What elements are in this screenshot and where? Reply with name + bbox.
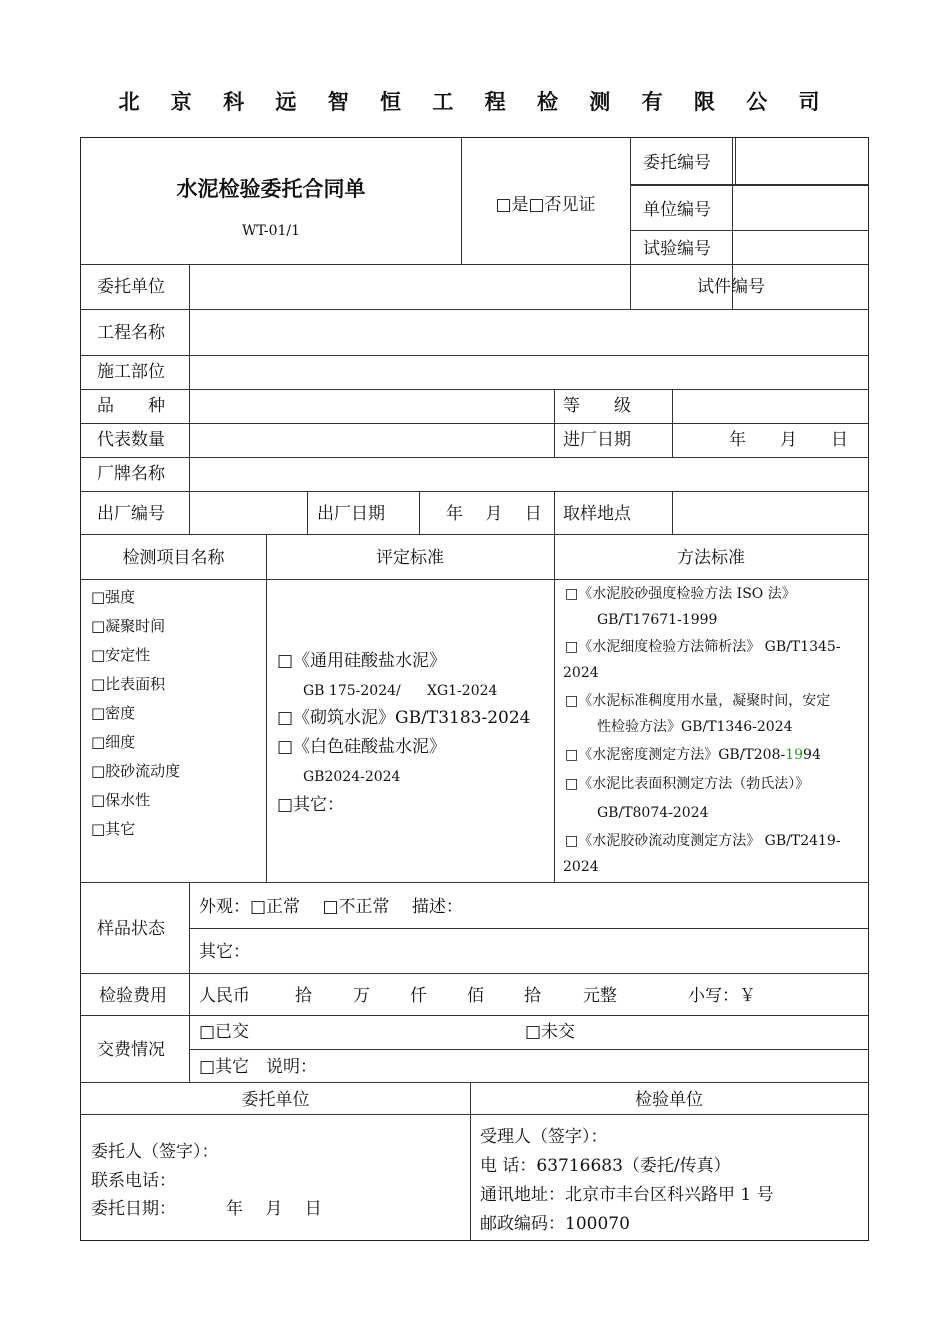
- divider: [81, 389, 868, 390]
- payment-other-checkbox[interactable]: □其它 说明：: [199, 1057, 318, 1077]
- divider: [630, 138, 631, 309]
- test-items-header: 检测项目名称: [122, 548, 225, 568]
- entry-date-label: 进厂日期: [563, 430, 631, 450]
- divider: [630, 230, 868, 231]
- divider: [81, 1015, 868, 1016]
- divider: [189, 928, 868, 929]
- divider: [672, 491, 673, 534]
- client-header: 委托单位: [241, 1090, 310, 1110]
- specimen-no-label: 试件编号: [697, 277, 765, 297]
- method-checkbox[interactable]: □《水泥胶砂强度检验方法 ISO 法》: [565, 586, 796, 602]
- standard-other-checkbox[interactable]: □其它：: [277, 795, 345, 815]
- client-unit-label: 委托单位: [97, 277, 165, 297]
- test-item-checkbox[interactable]: □细度: [91, 733, 136, 751]
- method-code: 2024: [563, 859, 599, 875]
- company-name: 北 京 科 远 智 恒 工 程 检 测 有 限 公 司: [118, 90, 832, 114]
- method-text: □《水泥密度测定方法》GB/T208-: [565, 747, 786, 763]
- method-checkbox[interactable]: □《水泥胶砂流动度测定方法》 GB/T2419-: [565, 833, 841, 849]
- fee-unit: 万: [353, 986, 370, 1006]
- unit-no-label: 单位编号: [643, 200, 711, 220]
- standard-code: XG1-2024: [427, 683, 498, 699]
- divider: [554, 534, 555, 882]
- test-item-checkbox[interactable]: □密度: [91, 704, 136, 722]
- standard-code: GB2024-2024: [303, 769, 401, 785]
- divider: [672, 389, 673, 457]
- lab-phone: 电 话：63716683（委托/传真）: [480, 1156, 731, 1176]
- client-phone: 联系电话：: [91, 1171, 176, 1191]
- unpaid-checkbox[interactable]: □未交: [525, 1022, 576, 1042]
- sample-other: 其它：: [199, 942, 250, 962]
- construction-part-label: 施工部位: [97, 362, 165, 382]
- divider: [419, 491, 420, 534]
- client-date: 委托日期：: [91, 1199, 176, 1219]
- method-code: GB/T17671-1999: [597, 612, 718, 628]
- factory-date-value: 年 月 日: [446, 504, 542, 524]
- divider: [81, 973, 868, 974]
- divider: [81, 1082, 868, 1083]
- method-standard-header: 方法标准: [677, 548, 745, 568]
- method-code: GB/T8074-2024: [597, 805, 709, 821]
- fee-unit: 仟: [410, 986, 427, 1006]
- lab-postcode: 邮政编码：100070: [480, 1214, 630, 1234]
- divider: [189, 1049, 868, 1050]
- method-checkbox[interactable]: [565, 744, 821, 766]
- method-checkbox[interactable]: □《水泥细度检验方法筛析法》 GB/T1345-: [565, 639, 841, 655]
- witness-checkbox[interactable]: □是□否见证: [495, 195, 596, 215]
- client-date-value: 年 月 日: [226, 1199, 322, 1219]
- divider: [307, 491, 308, 534]
- entrust-no-label: 委托编号: [643, 153, 711, 173]
- divider: [81, 579, 868, 580]
- lab-sign: 受理人（签字）：: [480, 1127, 608, 1147]
- client-sign: 委托人（签字）：: [91, 1142, 219, 1162]
- standard-checkbox[interactable]: □《通用硅酸盐水泥》: [277, 651, 447, 671]
- standard-code: GB 175-2024/: [303, 683, 401, 699]
- project-name-label: 工程名称: [97, 323, 165, 343]
- divider: [81, 423, 868, 424]
- divider: [81, 264, 868, 265]
- divider: [81, 309, 868, 310]
- divider: [266, 534, 267, 882]
- grade-label: 等 级: [563, 396, 631, 416]
- factory-no-label: 出厂编号: [97, 504, 165, 524]
- divider: [554, 389, 555, 457]
- sample-state-label: 样品状态: [97, 919, 165, 939]
- fee-unit: 元整: [583, 986, 617, 1006]
- variety-label: 品 种: [97, 396, 165, 416]
- divider: [81, 491, 868, 492]
- lab-header: 检验单位: [635, 1090, 703, 1110]
- standard-checkbox[interactable]: □《砌筑水泥》GB/T3183-2024: [277, 708, 531, 728]
- method-code: 性检验方法》GB/T1346-2024: [597, 719, 793, 735]
- method-highlight: 19: [785, 747, 804, 763]
- divider: [81, 1114, 868, 1115]
- divider: [81, 355, 868, 356]
- divider: [81, 882, 868, 883]
- fee-unit: 佰: [467, 986, 484, 1006]
- divider: [735, 138, 736, 185]
- entry-date-value: 年 月 日: [729, 430, 848, 450]
- appearance-checkboxes[interactable]: 外观：□正常 □不正常 描述：: [199, 897, 463, 917]
- test-item-checkbox[interactable]: □安定性: [91, 646, 151, 664]
- divider: [189, 264, 190, 534]
- brand-label: 厂牌名称: [97, 464, 165, 484]
- contract-form: [80, 137, 869, 1241]
- method-text: 94: [803, 747, 821, 763]
- evaluation-standard-header: 评定标准: [376, 548, 444, 568]
- method-code: 2024: [563, 665, 599, 681]
- fee-label: 检验费用: [99, 986, 167, 1006]
- factory-date-label: 出厂日期: [317, 504, 385, 524]
- test-item-checkbox[interactable]: □其它: [91, 820, 136, 838]
- test-item-checkbox[interactable]: □胶砂流动度: [91, 762, 181, 780]
- form-code: WT-01/1: [241, 223, 301, 239]
- standard-checkbox[interactable]: □《白色硅酸盐水泥》: [277, 737, 447, 757]
- test-item-checkbox[interactable]: □强度: [91, 588, 136, 606]
- divider: [81, 457, 868, 458]
- fee-small: 小写：￥: [688, 986, 756, 1006]
- lab-address: 通讯地址：北京市丰台区科兴路甲 1 号: [480, 1185, 774, 1205]
- method-checkbox[interactable]: □《水泥比表面积测定方法（勃氏法）》: [565, 776, 810, 792]
- test-no-label: 试验编号: [643, 239, 711, 259]
- divider: [630, 184, 868, 186]
- test-item-checkbox[interactable]: □比表面积: [91, 675, 166, 693]
- paid-checkbox[interactable]: □已交: [199, 1022, 250, 1042]
- divider: [554, 491, 555, 534]
- method-checkbox[interactable]: □《水泥标准稠度用水量，凝聚时间，安定: [565, 693, 831, 709]
- divider: [189, 882, 190, 1082]
- divider: [81, 534, 868, 535]
- quantity-label: 代表数量: [97, 430, 165, 450]
- fee-unit: 拾: [295, 986, 312, 1006]
- test-item-checkbox[interactable]: □凝聚时间: [91, 617, 166, 635]
- sampling-place-label: 取样地点: [563, 504, 631, 524]
- fee-unit: 拾: [524, 986, 541, 1006]
- form-title: 水泥检验委托合同单: [176, 177, 366, 201]
- fee-rmb: 人民币: [199, 986, 250, 1006]
- test-item-checkbox[interactable]: □保水性: [91, 791, 151, 809]
- payment-label: 交费情况: [97, 1040, 165, 1060]
